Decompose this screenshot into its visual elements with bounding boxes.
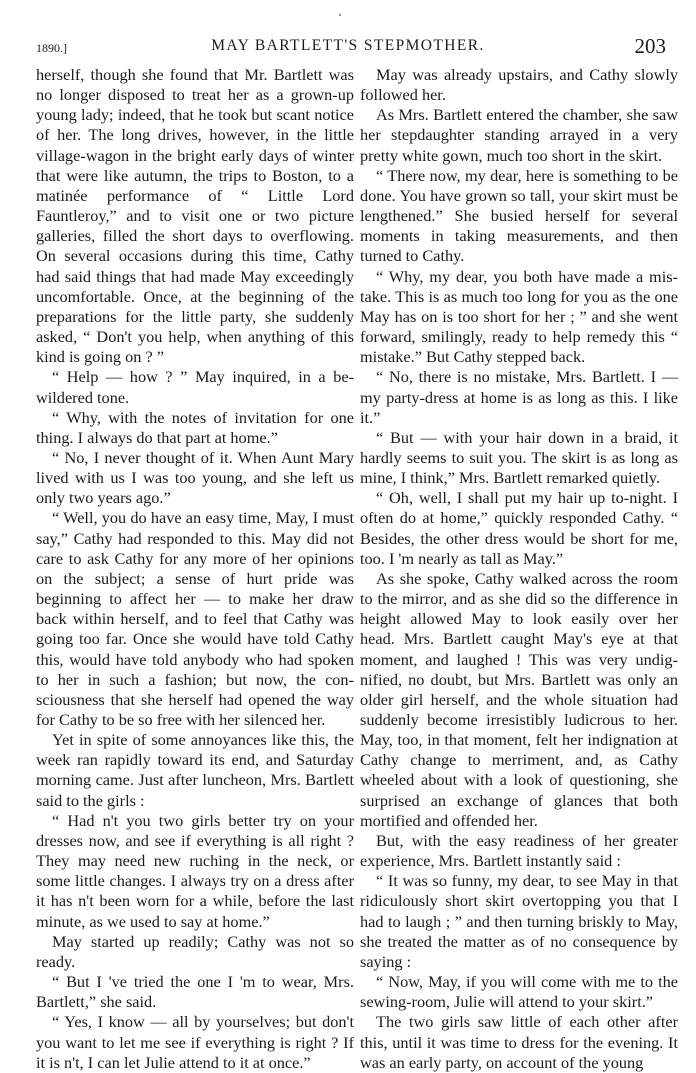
- paragraph: “ It was so funny, my dear, to see May in that ridiculously short skirt overtopping you that I had to laugh ; ” and then turning briskly to May, she treated the matter as of no consequence by saying :: [360, 871, 678, 971]
- paragraph: “ Had n't you two girls better try on your dresses now, and see if everything is all right ? They may need new ruching in the neck, or some little changes. I always try on a dress after it has n't been worn for a while, before the last minute, as we used to say at home.”: [36, 810, 354, 931]
- paragraph: “ No, there is no mistake, Mrs. Bartlett. I — my party-dress at home is as long as this. I like it.”: [360, 367, 678, 427]
- paragraph: “ Yes, I know — all by yourselves; but don't you want to let me see if everything is right ? If it is n't, I can let Julie attend to it at once.”: [36, 1012, 354, 1072]
- paragraph: “ But I 've tried the one I 'm to wear, Mrs. Bartlett,” she said.: [36, 972, 354, 1012]
- running-header: [0, 34, 696, 60]
- paragraph: “ There now, my dear, here is something to be done. You have grown so tall, your skirt must be lengthened.” She busied herself for several moments in taking measurements, and then turned to Cathy.: [360, 165, 678, 266]
- paragraph: “ Now, May, if you will come with me to the sewing-room, Julie will attend to your skirt.”: [360, 972, 678, 1012]
- paragraph: “ Help — how ? ” May inquired, in a bewildered tone.: [36, 367, 354, 407]
- paragraph: herself, though she found that Mr. Bartlett was no longer disposed to treat her as a grown-up young lady; indeed, that he took but scant notice of her. The long drives, however, in the little village-wagon in the bright early days of winter that were like autumn, the trips to Boston, to a matinée performance of “ Little Lord Fauntleroy,” and to visit one or two picture galleries, filled the short days to overflowing. On several occasions during this time, Cathy had said things that had made May exceedingly uncomfortable. Once, at the beginning of the preparations for the little party, she suddenly asked, “ Don't you help, when anything of this kind is going on ? ”: [36, 65, 354, 367]
- paragraph: As she spoke, Cathy walked across the room to the mirror, and as she did so the difference in height allowed May to look easily over her head. Mrs. Bartlett caught May's eye at that moment, and laughed ! This was very undignified, no doubt, but Mrs. Bartlett was only an older girl herself, and the whole situation had suddenly become irresistibly ludicrous to her. May, too, in that moment, felt her indignation at Cathy change to merriment, and, as Cathy wheeled about with a look of questioning, she surprised an exchange of glances that both mortified and offended her.: [360, 568, 678, 830]
- page-number: 203: [634, 34, 666, 58]
- right-column: [360, 65, 678, 1073]
- paragraph: “ Why, with the notes of invitation for one thing. I always do that part at home.”: [36, 407, 354, 447]
- page-speck: [339, 14, 341, 16]
- paragraph: “ Oh, well, I shall put my hair up to-night. I often do at home,” quickly responded Cathy. “ Besides, the other dress would be short for me, too. I 'm nearly as tall as May.”: [360, 488, 678, 568]
- paragraph: “ No, I never thought of it. When Aunt Mary lived with us I was too young, and she left us only two years ago.”: [36, 447, 354, 508]
- paragraph: But, with the easy readiness of her greater experience, Mrs. Bartlett instantly said :: [360, 830, 678, 871]
- paragraph: “ Why, my dear, you both have made a mistake. This is as much too long for you as the one May has on is too short for her ; ” and she went forward, smilingly, ready to help remedy this “ mistake.” But Cathy stepped back.: [360, 266, 678, 367]
- paragraph: May was already upstairs, and Cathy slowly followed her.: [360, 65, 678, 105]
- header-date: 1890.]: [36, 41, 67, 55]
- paragraph: “ But — with your hair down in a braid, it hardly seems to suit you. The skirt is as long as mine, I think,” Mrs. Bartlett remarked quietly.: [360, 427, 678, 488]
- header-title: MAY BARTLETT'S STEPMOTHER.: [211, 37, 485, 54]
- paragraph: The two girls saw little of each other after this, until it was time to dress for the evening. It was an early party, on account of the young: [360, 1012, 678, 1072]
- left-column: [36, 65, 354, 1073]
- paragraph: Yet in spite of some annoyances like this, the week ran rapidly toward its end, and Saturday morning came. Just after luncheon, Mrs. Bartlett said to the girls :: [36, 730, 354, 810]
- paragraph: As Mrs. Bartlett entered the chamber, she saw her stepdaughter standing arrayed in a very pretty white gown, much too short in the skirt.: [360, 105, 678, 165]
- paragraph: May started up readily; Cathy was not so ready.: [36, 931, 354, 971]
- paragraph: “ Well, you do have an easy time, May, I must say,” Cathy had responded to this. May did not care to ask Cathy for any more of her opinions on the subject; a sense of hurt pride was beginning to affect her — to make her draw back within herself, and to feel that Cathy was going too far. Once she would have told Cathy this, would have told anybody who had spoken to her in such a fashion; but now, the consciousness that she herself had opened the way for Cathy to be so free with her silenced her.: [36, 508, 354, 729]
